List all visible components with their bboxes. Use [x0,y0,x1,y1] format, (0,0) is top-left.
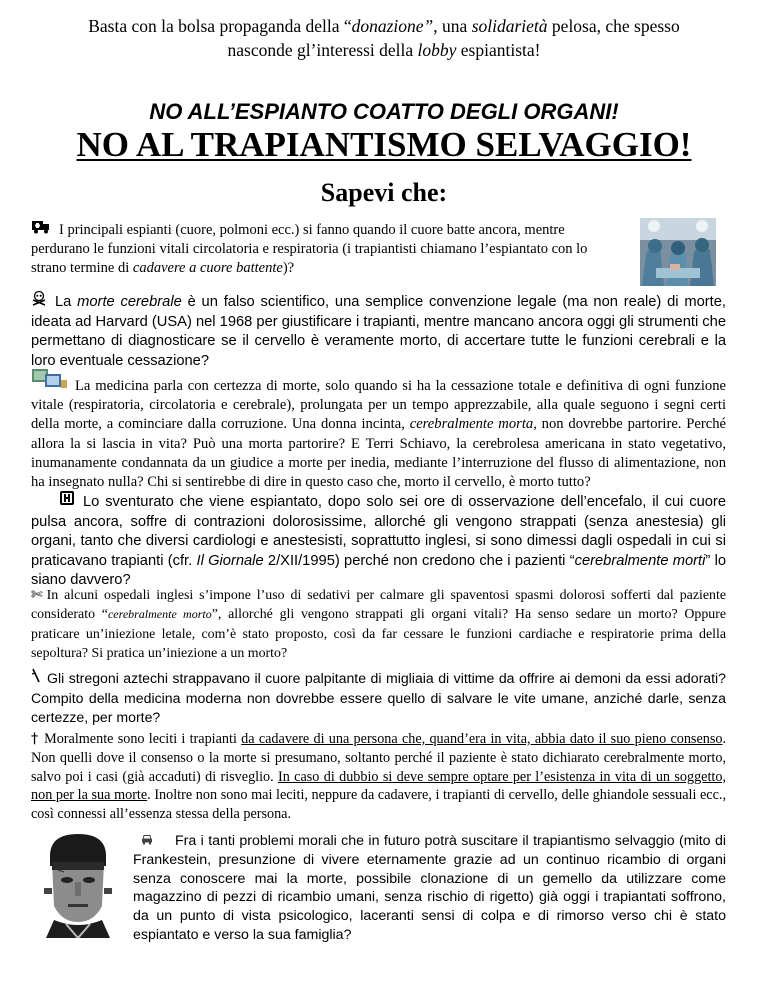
knife-icon [31,668,41,689]
paragraph-text: Fra i tanti problemi morali che in futuro potrà suscitare il trapiantismo selvaggio (mito di Frankestein, presunzione di vivere eternamente grazie ad un continuo ricambio di organi senza conoscere mai la morte, possibile clonazione di un gemello da utilizzare come magazzino di pezzi di ricambio umani, senza rischio di rigetto) già oggi i trapiantati soffrono, da un punto di vista psicologico, laceranti sensi di colpa e di rimorso verso chi è stato espiantato e verso la sua famiglia? [133,833,726,943]
paragraph-morte-cerebrale [31,290,726,371]
intro-text [60,14,708,62]
paragraph-emphasis: Il Giornale [196,552,264,569]
surgery-photo [640,218,716,286]
paragraph-medicina [31,368,726,492]
headline-transplant: NO AL TRAPIANTISMO SELVAGGIO! [76,125,692,164]
paragraph-underlined: In caso di dubbio si deve sempre optare per l’esistenza in vita di un soggetto, non per la sua morte [31,768,726,804]
paragraph-emphasis: morte cerebrale [77,294,182,310]
paragraph-text: Lo sventurato che viene espiantato, dopo solo sei ore di osservazione dell’encefalo, il cui cuore pulsa ancora, soffre di contrazioni dolorosissime, allorché gli vengono strappati (senza anestesia) gli organi, tanto che diversi cardiologi e anestesisti, soprattutto inglesi, si sono dimessi dagli ospedali in cui si praticavano trapianti (cfr. [31,494,726,569]
paragraph-text: è un falso scientifico, una semplice convenzione legale (ma non reale) di morte, ideata ad Harvard (USA) nel 1968 per giustificare i trapianti, mentre mancano ancora oggi gli strumenti che permettano di diagnosticare se il cervello è veramente morto, di accertare tutte le funzioni cerebrali e la loro eventuale cessazione? [31,294,726,369]
paragraph-text: ” lo siano davvero? [31,552,727,588]
paragraph-espiantato [31,490,726,591]
scissors-icon: ✄ [31,587,43,603]
paragraph-text: ”, allorché gli vengono strappati gli organi vitali? Ha senso sedare un morto? Oppure praticare un’iniezione letale, com’è stato proposto, così da far cessare le funzioni cardiache e respiratorie prima della sepoltura? Si pratica un’iniezione a un morto? [31,607,727,662]
hospital-icon [59,490,75,512]
headline-organs: NO ALL’ESPIANTO COATTO DEGLI ORGANI! [149,99,619,124]
skull-crossbones-icon [31,290,47,312]
paragraph-problemi-morali [133,832,726,945]
intro-text-part: espiantista! [456,40,541,60]
paragraph-text: I principali espianti (cuore, polmoni ecc.) si fanno quando il cuore batte ancora, mentre perdurano le funzioni vitali circolatoria e respiratoria (i trapiantisti chiamano l’espiantato con lo strano termine di [31,222,588,276]
paragraph-text: , non dovrebbe partorire. Perché allora la si lascia in vita? Può una morta partorire? E Terri Schiavo, la cerebrolesa americana in stato vegetativo, inumanamente condannata da un giudice a morte per inedia, mediante l’interruzione del flusso di alimentazione, non ha insegnato nulla? Chi si sentirebbe di dire in questo caso che, morto il cervello, è morto tutto? [31,416,727,491]
paragraph-sedativi [31,586,726,664]
paragraph-text: )? [282,260,295,276]
paragraph-emphasis: cerebralmente morto [107,607,212,622]
intro-emphasis: donazione” [351,16,434,36]
intro-emphasis: lobby [417,40,457,60]
section-title: Sapevi che: [320,178,448,207]
paragraph-espianti [31,219,626,278]
paragraph-text: La [55,294,78,310]
ambulance-icon [31,219,51,240]
paragraph-aztechi [31,668,726,728]
paragraph-moralmente [31,730,726,824]
paragraph-text: . Non quelli dove il consenso o la morte si presumano, soltanto perché il paziente è stato dichiarato cerebralmente morto, salvo poi i casi (già accaduti) di risveglio. [31,731,727,785]
intro-text-part: Basta con la bolsa propaganda della “ [88,16,352,36]
car-icon [141,832,153,851]
paragraph-text: . Inoltre non sono mai leciti, neppure da cadavere, i trapianti di cervello, delle ghiandole sessuali ecc., così connessi all’essenza stessa della persona. [31,787,726,823]
paragraph-text: Gli stregoni aztechi strappavano il cuore palpitante di migliaia di vittime da offrire ai demoni da essi adorati? Compito della medicina moderna non dovrebbe essere quello di salvare le vite umane, anziché darle, senza certezze, per morte? [31,670,726,726]
intro-emphasis: solidarietà [471,16,548,36]
paragraph-underlined: da cadavere di una persona che, quand’era in vita, abbia dato il suo pieno consenso [241,731,723,747]
paragraph-text: In alcuni ospedali inglesi s’impone l’uso di sedativi per calmare gli spaventosi spasmi dolorosi sofferti dal paziente considerato “ [31,588,726,623]
paragraph-emphasis: cerebralmente morti [574,552,706,569]
computer-icon [31,368,69,395]
dagger-cross-icon: † [31,731,39,747]
intro-text-part: , una [433,16,472,36]
frankenstein-portrait [34,826,122,938]
paragraph-text: 2/XII/1995) perché non credono che i pazienti “ [263,552,575,569]
paragraph-emphasis: cadavere a cuore battente [132,260,283,276]
intro-text-part: pelosa, che spesso nasconde gl’interessi della [227,16,680,60]
paragraph-text: La medicina parla con certezza di morte, solo quando si ha la cessazione totale e definitiva di ogni funzione vitale (respiratoria, circolatoria e cerebrale), prolungata per un tempo apprezzabile, alla quale seguono i segni certi della morte, a cominciare dalla corruzione. Una donna incinta, [31,378,726,433]
paragraph-emphasis: cerebralmente morta [409,416,534,433]
paragraph-text: Moralmente sono leciti i trapianti [44,731,242,747]
